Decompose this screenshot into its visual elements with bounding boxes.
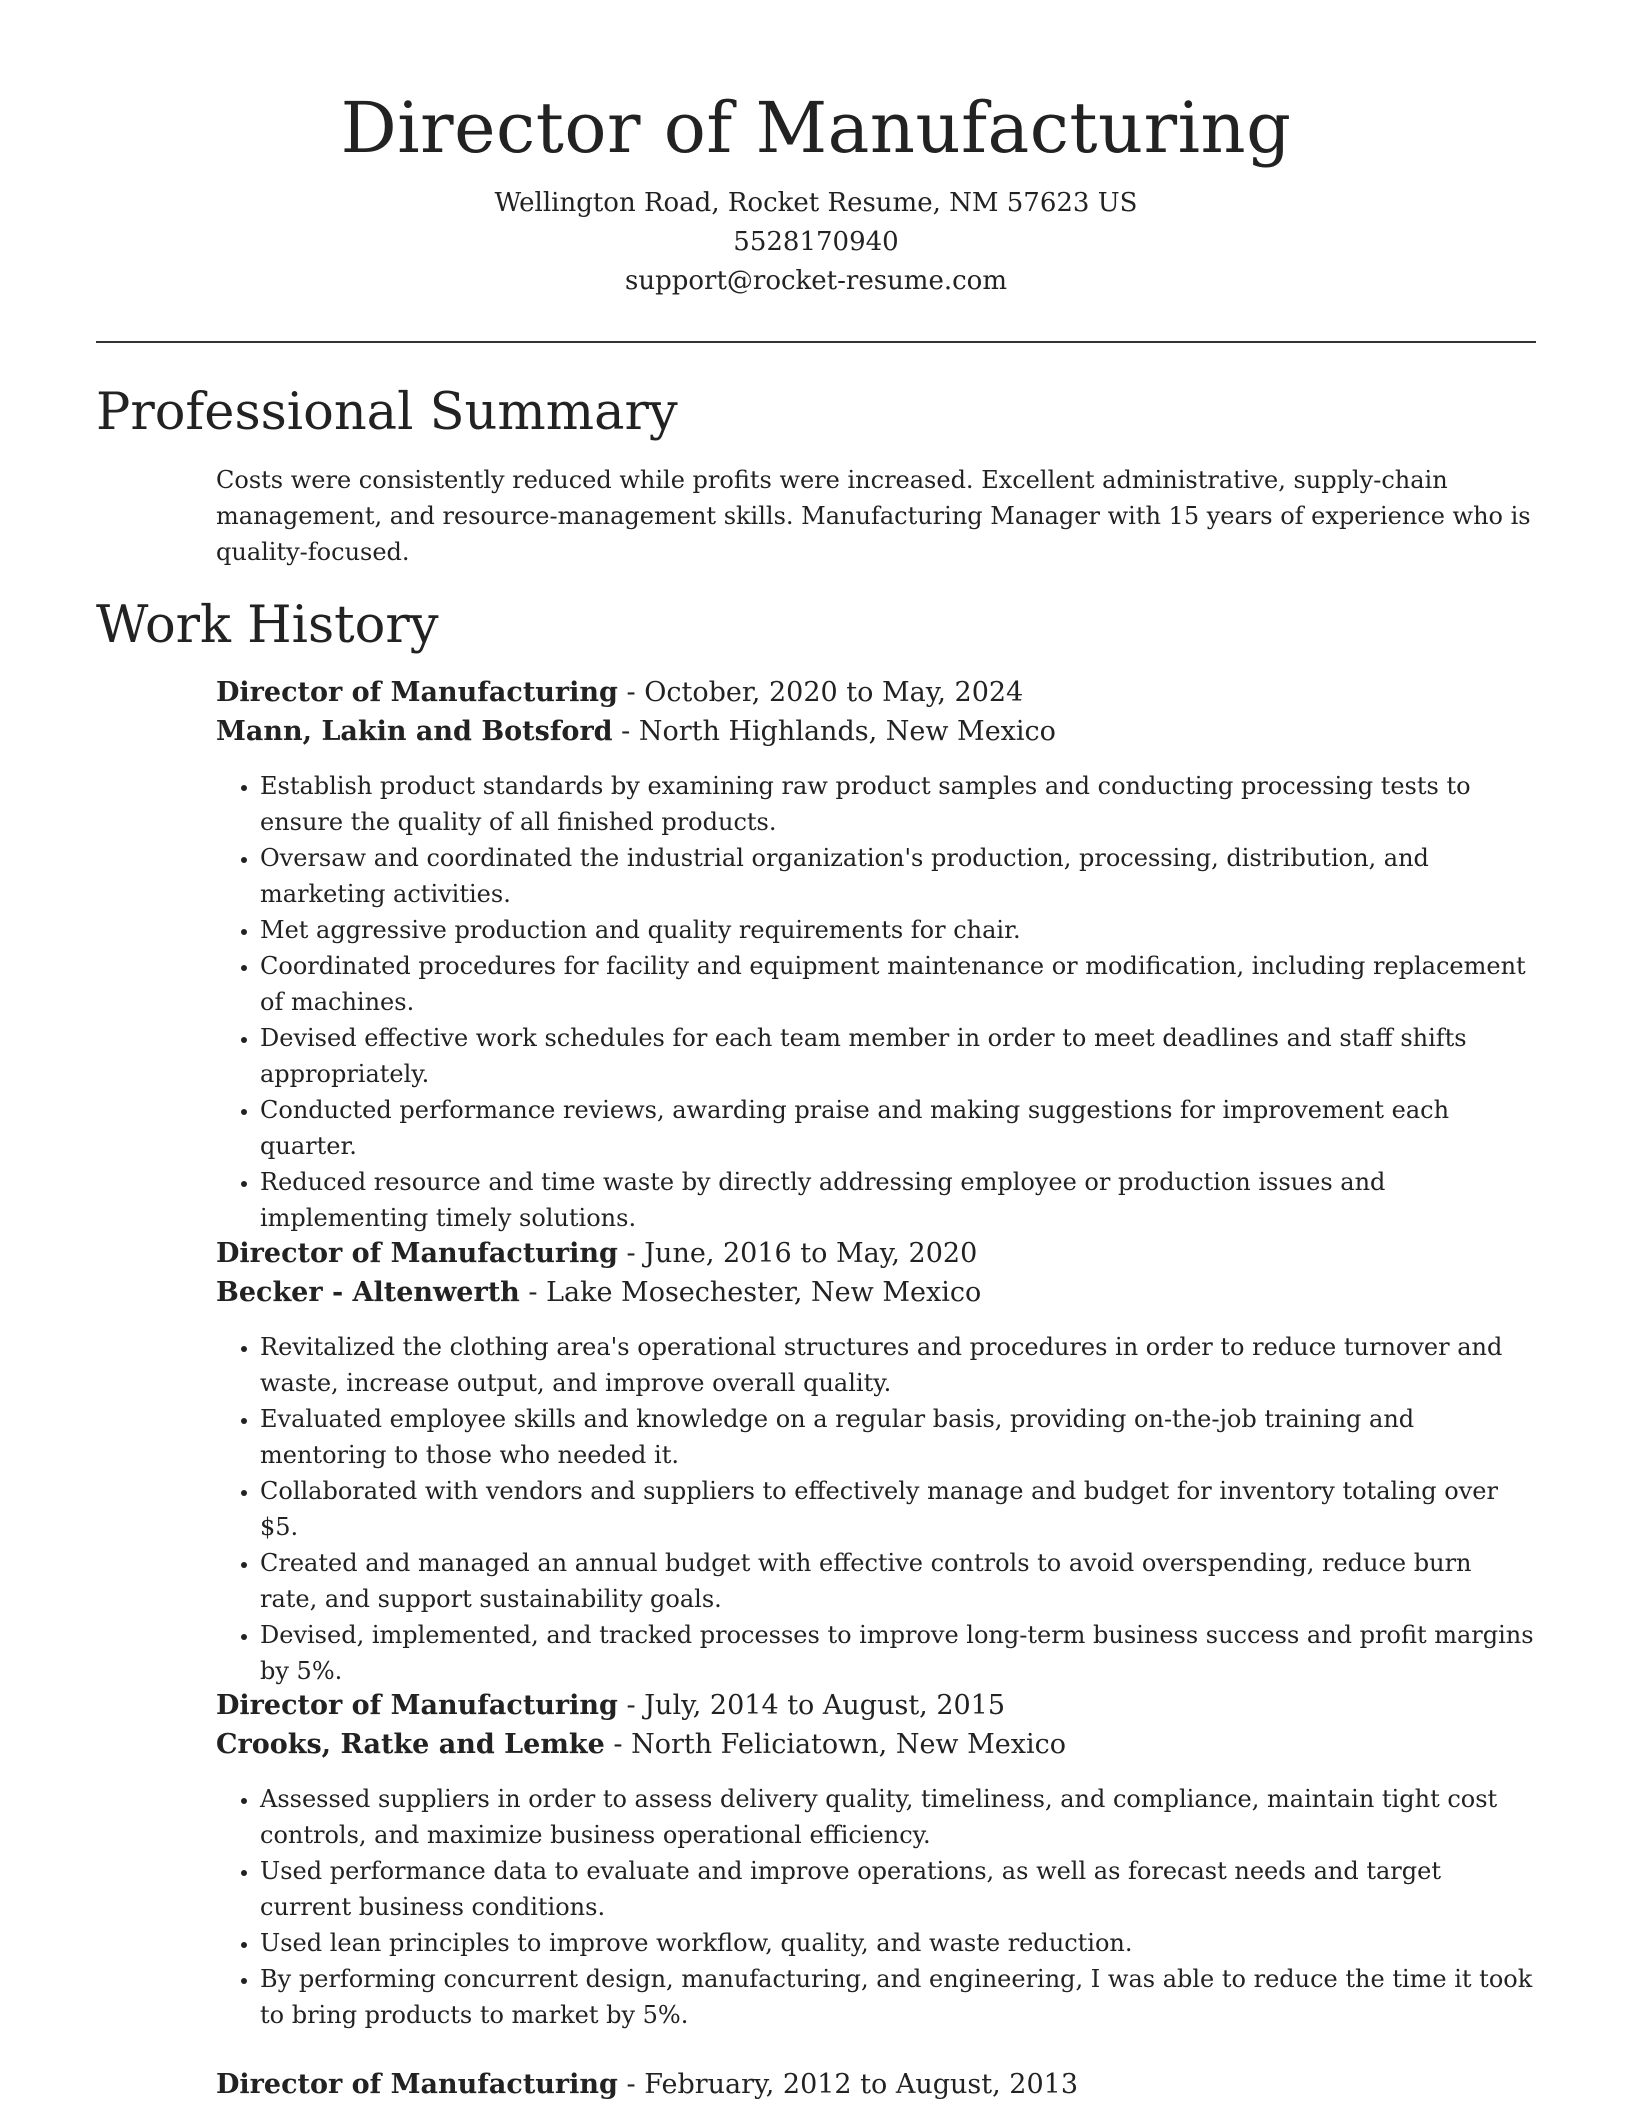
job-title-line: Director of Manufacturing - July, 2014 to August, 2015: [216, 1690, 1006, 1721]
bullet-item: • Oversaw and coordinated the industrial organization's production, processing, distribution, and marketing activities.: [260, 840, 1536, 912]
job-title: Director of Manufacturing: [216, 1238, 618, 1269]
job-entry: [216, 1686, 1536, 2033]
job-title-line: Director of Manufacturing - October, 2020 to May, 2024: [216, 677, 1024, 708]
bullet-item: • Coordinated procedures for facility and equipment maintenance or modification, including replacement of machines.: [260, 948, 1536, 1020]
bullet-item: • Met aggressive production and quality requirements for chair.: [260, 912, 1536, 948]
job-entry: [216, 673, 1536, 1236]
header-divider: [96, 341, 1536, 343]
bullet-item: • Used performance data to evaluate and improve operations, as well as forecast needs and target current business conditions.: [260, 1853, 1536, 1925]
bullet-item: • Devised effective work schedules for each team member in order to meet deadlines and staff shifts appropriately.: [260, 1020, 1536, 1092]
bullet-item: • Establish product standards by examining raw product samples and conducting processing tests to ensure the quality of all finished products.: [260, 768, 1536, 840]
summary-heading: Professional Summary: [96, 383, 678, 442]
address: Wellington Road, Rocket Resume, NM 57623 US: [494, 188, 1138, 218]
job-company-line: Crooks, Ratke and Lemke - North Feliciatown, New Mexico: [216, 1729, 1066, 1760]
job-title: Director of Manufacturing: [216, 2069, 618, 2100]
job-title-line: Director of Manufacturing - June, 2016 to May, 2020: [216, 1238, 978, 1269]
job-company: Mann, Lakin and Botsford: [216, 716, 613, 747]
work-history-heading: Work History: [96, 596, 439, 655]
job-bullets: [216, 768, 1536, 1236]
summary-text: Costs were consistently reduced while profits were increased. Excellent administrative, supply-chain management, and resource-management skills. Manufacturing Manager with 15 years of experience who is quality-focused.: [216, 466, 1531, 566]
job-bullets: [216, 1329, 1536, 1689]
job-bullets: [216, 1781, 1536, 2033]
job-company: Becker - Altenwerth: [216, 1277, 520, 1308]
job-company-line: Becker - Altenwerth - Lake Mosechester, New Mexico: [216, 1277, 982, 1308]
job-company-line: Mann, Lakin and Botsford - North Highlands, New Mexico: [216, 716, 1056, 747]
resume-header: [0, 0, 1632, 301]
job-location: North Highlands, New Mexico: [638, 716, 1056, 747]
bullet-item: • Conducted performance reviews, awarding praise and making suggestions for improvement each quarter.: [260, 1092, 1536, 1164]
bullet-item: • Revitalized the clothing area's operational structures and procedures in order to reduce turnover and waste, increase output, and improve overall quality.: [260, 1329, 1536, 1401]
bullet-item: • Collaborated with vendors and suppliers to effectively manage and budget for inventory totaling over $5.: [260, 1473, 1536, 1545]
job-title: Director of Manufacturing: [216, 1690, 618, 1721]
contact-block: [0, 184, 1632, 301]
job-entry: [216, 1234, 1536, 1689]
bullet-item: • Devised, implemented, and tracked processes to improve long-term business success and profit margins by 5%.: [260, 1617, 1536, 1689]
job-title: Director of Manufacturing: [216, 677, 618, 708]
job-dates: July, 2014 to August, 2015: [644, 1690, 1006, 1721]
job-title-line: Director of Manufacturing - February, 2012 to August, 2013: [216, 2069, 1079, 2100]
bullet-item: • Reduced resource and time waste by directly addressing employee or production issues and implementing timely solutions.: [260, 1164, 1536, 1236]
email: support@rocket-resume.com: [624, 266, 1007, 296]
job-dates: June, 2016 to May, 2020: [644, 1238, 978, 1269]
bullet-item: • Used lean principles to improve workflow, quality, and waste reduction.: [260, 1925, 1536, 1961]
phone: 5528170940: [733, 227, 899, 257]
bullet-item: • Assessed suppliers in order to assess delivery quality, timeliness, and compliance, maintain tight cost controls, and maximize business operational efficiency.: [260, 1781, 1536, 1853]
job-location: Lake Mosechester, New Mexico: [546, 1277, 982, 1308]
bullet-item: • Created and managed an annual budget with effective controls to avoid overspending, reduce burn rate, and support sustainability goals.: [260, 1545, 1536, 1617]
job-entry: [216, 2065, 1536, 2104]
bullet-item: • Evaluated employee skills and knowledge on a regular basis, providing on-the-job training and mentoring to those who needed it.: [260, 1401, 1536, 1473]
bullet-item: • By performing concurrent design, manufacturing, and engineering, I was able to reduce the time it took to bring products to market by 5%.: [260, 1961, 1536, 2033]
candidate-name: Director of Manufacturing: [340, 87, 1292, 169]
job-dates: February, 2012 to August, 2013: [644, 2069, 1079, 2100]
job-company: Crooks, Ratke and Lemke: [216, 1729, 605, 1760]
job-dates: October, 2020 to May, 2024: [644, 677, 1024, 708]
job-location: North Feliciatown, New Mexico: [631, 1729, 1066, 1760]
